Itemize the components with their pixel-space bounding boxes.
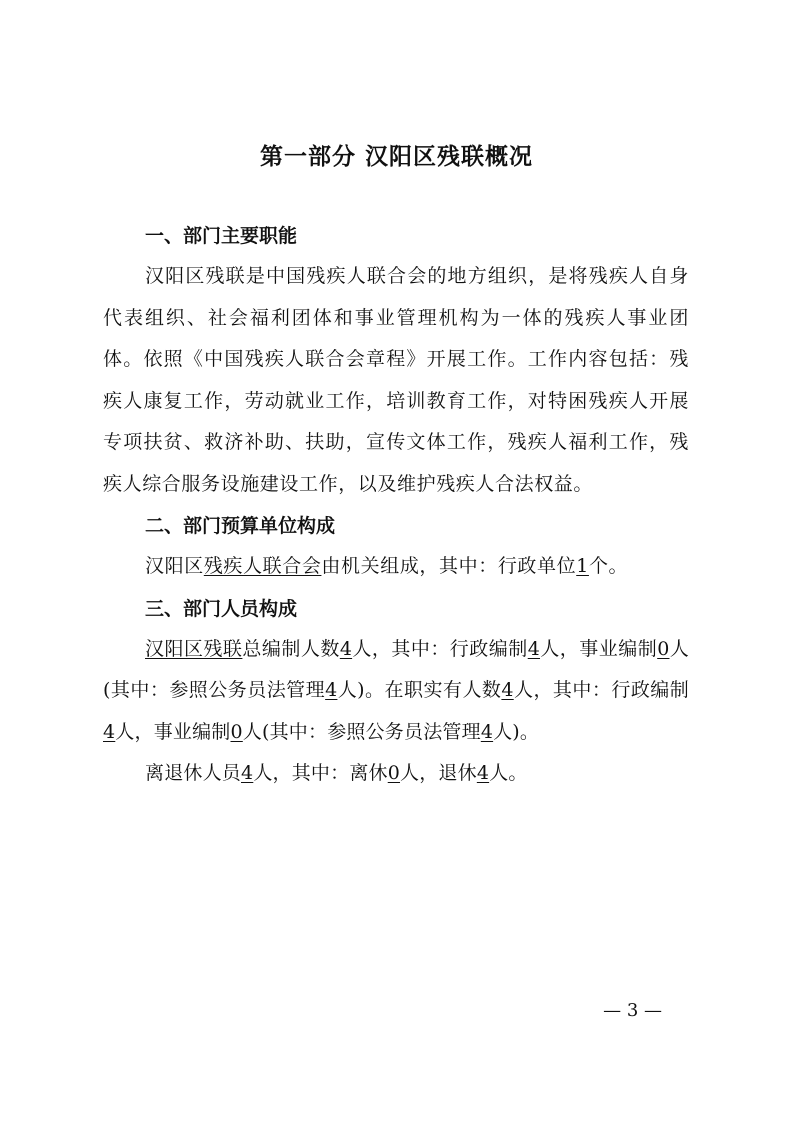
section-body-retirees [103,753,689,795]
retire-value: 4 [476,762,490,784]
staff-text: 人(其中：参照公务员法管理 [242,720,481,743]
staff-text: 人，其中：行政编制 [352,637,528,660]
staff-value: 0 [230,720,243,743]
staff-text: 总编制人数 [242,637,340,660]
retire-text: 离退休人员 [145,762,242,784]
section-heading-functions: 一、部门主要职能 [145,225,298,247]
retire-value: 4 [241,762,254,784]
retire-text: 人。 [489,762,528,784]
unit-suffix: 个。 [588,555,629,577]
staff-org: 汉阳区残联 [145,637,243,660]
section-heading-units: 二、部门预算单位构成 [145,515,336,537]
section-heading-staff: 三、部门人员构成 [145,597,298,620]
staff-value: 4 [325,679,338,701]
staff-value: 4 [339,637,353,660]
staff-value: 4 [527,637,541,660]
retire-value: 0 [387,762,401,784]
staff-text: 人)。在职实有人数 [337,679,502,701]
retire-text: 人，其中：离休 [253,762,388,784]
section-body-staff [103,629,689,754]
document-body [103,216,689,795]
staff-text: 人，事业编制 [115,720,231,743]
staff-text: 人(其中：参照公务员法管理 [103,637,689,701]
page-number: — 3 — [603,1000,662,1021]
staff-value: 0 [657,637,670,660]
staff-text: 人，其中：行政编制 [513,679,689,701]
unit-name: 残疾人联合会 [203,555,322,577]
unit-prefix: 汉阳区 [145,555,204,577]
section-body-functions: 汉阳区残联是中国残疾人联合会的地方组织，是将残疾人自身代表组织、社会福利团体和事业管理机构为一体的残疾人事业团体。依照《中国残疾人联合会章程》开展工作。工作内容包括：残疾人康复工作，劳动就业工作，培训教育工作，对特困残疾人开展专项扶贫、救济补助、扶助，宣传文体工作，残疾人福利工作，残疾人综合服务设施建设工作，以及维护残疾人合法权益。 [103,265,689,495]
unit-middle: 由机关组成，其中：行政单位 [321,555,577,577]
staff-text: 人)。 [493,720,540,743]
page-title: 第一部分 汉阳区残联概况 [259,144,533,170]
unit-count: 1 [576,555,589,577]
retire-text: 人，退休 [400,762,477,784]
staff-value: 4 [103,720,116,743]
section-body-units [103,546,689,588]
staff-value: 4 [480,720,494,743]
staff-text: 人，事业编制 [540,637,658,660]
staff-value: 4 [501,679,514,701]
